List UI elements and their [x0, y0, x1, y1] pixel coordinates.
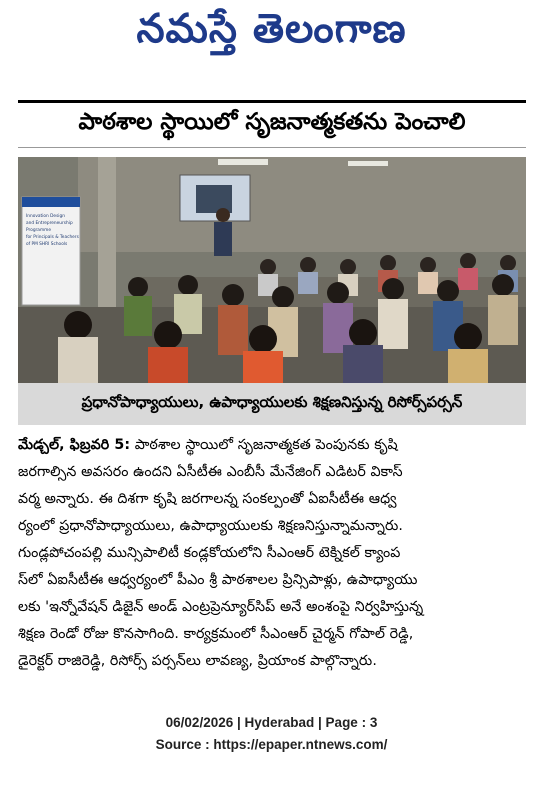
article-line: ర్యంలో ప్రధానోపాధ్యాయులు, ఉపాధ్యాయులకు శిక్షణనిస్తున్నామన్నారు.: [18, 518, 404, 534]
banner-line: Innovation Design: [26, 214, 65, 219]
banner-line: of PM SHRI Schools: [26, 242, 68, 247]
headline-text: పాఠశాల స్థాయిలో సృజనాత్మకతను పెంచాలి: [78, 109, 466, 135]
article-line: [18, 432, 526, 459]
banner-line: Programme: [26, 228, 51, 233]
article-line: వర్మ అన్నారు. ఈ దిశగా కృషి జరగాలన్న సంకల్పంతో ఏఐసీటీఈ ఆధ్వ: [18, 491, 397, 507]
footer-source-line: Source : https://epaper.ntnews.com/: [155, 737, 388, 752]
article-line: శిక్షణ రెండో రోజు కొనసాగింది. కార్యక్రమంలో సీఎంఆర్ చైర్మన్ గోపాల్ రెడ్డి,: [18, 626, 414, 642]
article-body: [18, 432, 526, 675]
article-line: గుండ్లపోచంపల్లి మున్సిపాలిటీ కండ్లకోయలోని సీఎంఆర్ టెక్నికల్ క్యాంప: [18, 545, 401, 561]
dateline: మేడ్చల్, ఫిబ్రవరి 5:: [18, 437, 131, 453]
footer-date-line: 06/02/2026 | Hyderabad | Page : 3: [165, 715, 378, 730]
banner-line: and Entrepreneurship: [26, 221, 73, 226]
news-photo: [18, 157, 526, 383]
article-line: జరగాల్సిన అవసరం ఉందని ఏసీటీఈ ఎంబీసీ మేనేజింగ్ ఎడిటర్ వికాస్: [18, 464, 403, 480]
classroom-photo-illustration: [18, 157, 526, 383]
article-line: డైరెక్టర్ రాజిరెడ్డి, రిసోర్స్ పర్సన్‌లు లావణ్య, ప్రియాంక పాల్గొన్నారు.: [18, 653, 377, 669]
caption-text: ప్రధానోపాధ్యాయులు, ఉపాధ్యాయులకు శిక్షణనిస్తున్న రిసోర్స్‌పర్సన్: [81, 393, 463, 411]
photo-caption: [18, 383, 526, 425]
article-line: లకు 'ఇన్నోవేషన్ డిజైన్ అండ్ ఎంట్రప్రెన్యూర్‌సిప్ అనే అంశంపై నిర్వహిస్తున్న: [18, 599, 424, 615]
footer: [0, 712, 543, 756]
masthead: [60, 4, 483, 64]
masthead-title: నమస్తే తెలంగాణ: [136, 6, 407, 52]
headline: [18, 100, 526, 148]
article-line: స్‌లో ఏఐసీటీఈ ఆధ్వర్యంలో పీఎం శ్రీ పాఠశాలల ప్రిన్సిపాళ్లు, ఉపాధ్యాయు: [18, 572, 418, 588]
article-line-text: పాఠశాల స్థాయిలో సృజనాత్మకత పెంపునకు కృషి: [130, 437, 398, 453]
banner-line: for Principals & Teachers: [26, 235, 79, 240]
